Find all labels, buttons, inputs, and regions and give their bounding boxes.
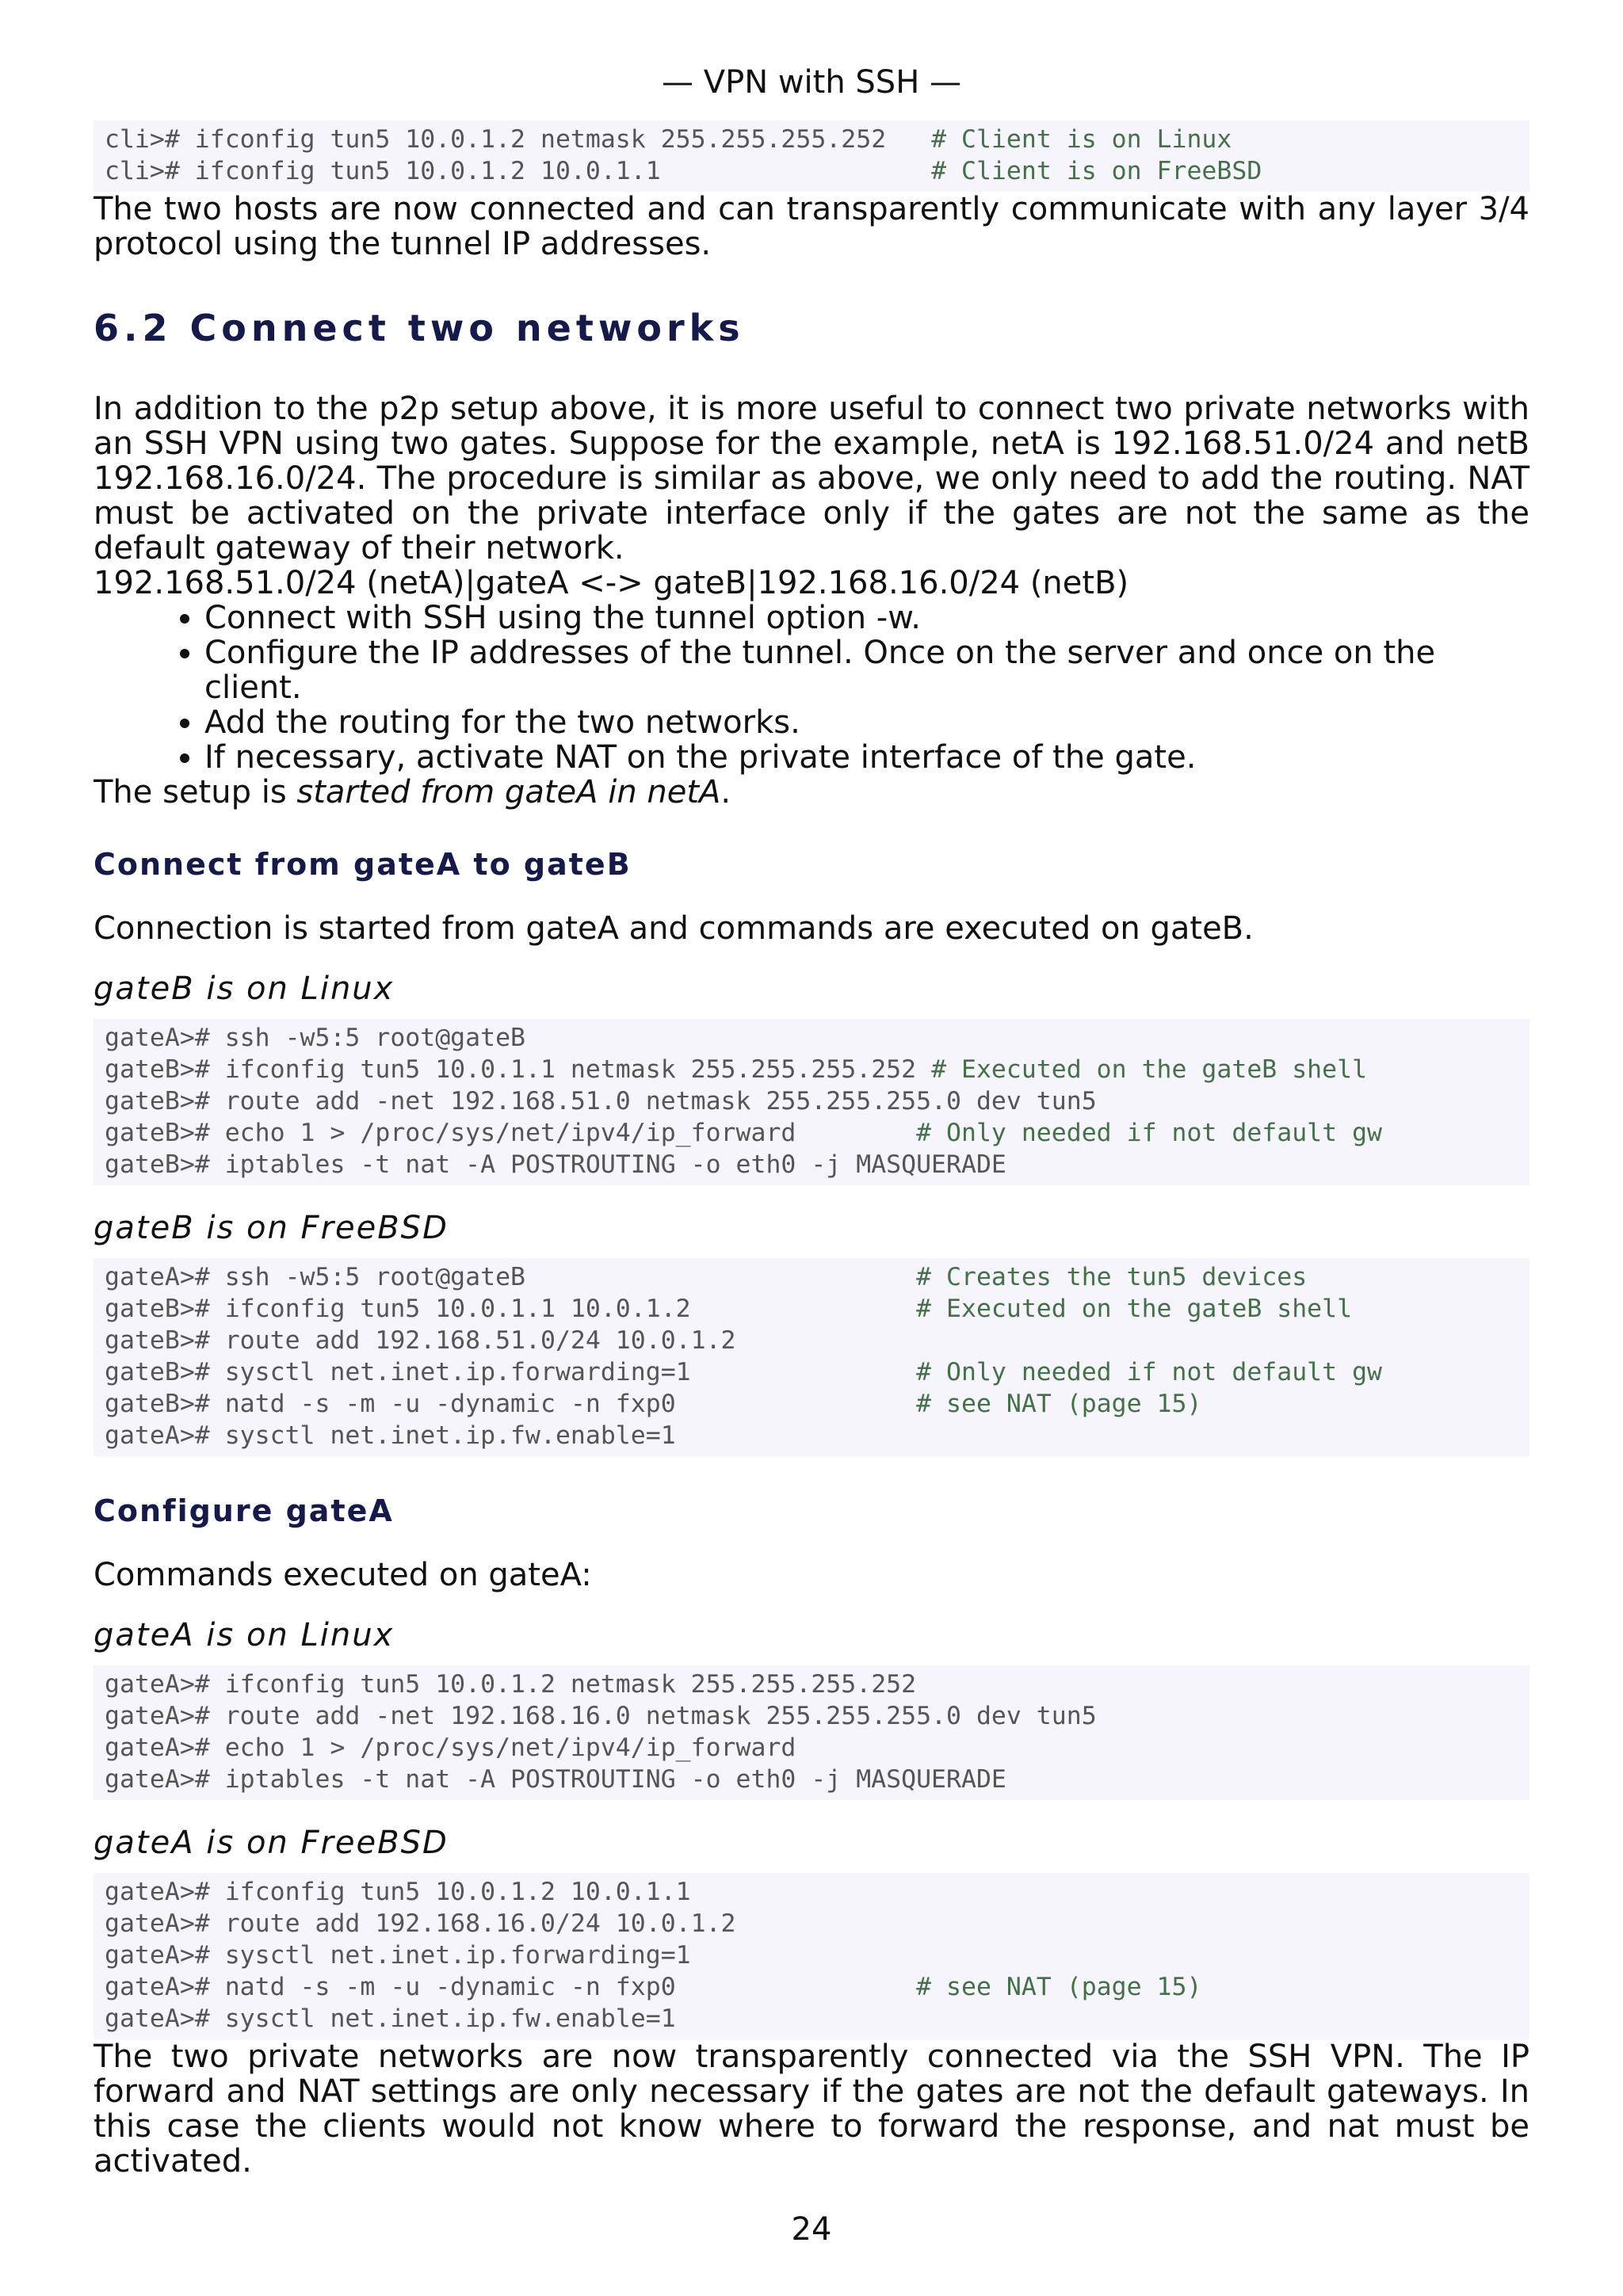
paragraph-setup <box>94 775 1529 810</box>
subsection-title-connect: Connect from gateA to gateB <box>94 847 632 882</box>
code-block-gateb-linux <box>94 1019 1529 1185</box>
heading-gateb-linux: gateB is on Linux <box>94 971 395 1007</box>
code-comment: # Executed on the gateB shell <box>931 1055 1368 1084</box>
code-command: cli># ifconfig tun5 10.0.1.2 netmask 255.255.255.252 <box>105 125 932 154</box>
code-command: gateA># ssh -w5:5 root@gateB <box>105 1263 917 1291</box>
list-item: • If necessary, activate NAT on the private interface of the gate. <box>204 740 1529 775</box>
code-line <box>105 1700 1518 1732</box>
paragraph-connect: Connection is started from gateA and commands are executed on gateB. <box>94 910 1254 947</box>
running-header: — VPN with SSH — <box>662 64 961 101</box>
section-title: 6.2 Connect two networks <box>94 307 745 349</box>
code-line <box>105 1388 1518 1420</box>
list-item: • Connect with SSH using the tunnel option -w. <box>204 601 1529 635</box>
code-line <box>105 1876 1518 1908</box>
code-line <box>105 124 1518 155</box>
code-command: gateA># iptables -t nat -A POSTROUTING -o eth0 -j MASQUERADE <box>105 1765 1006 1794</box>
code-block-p2p <box>94 120 1529 192</box>
code-line <box>105 1732 1518 1764</box>
code-comment: # Only needed if not default gw <box>916 1358 1382 1386</box>
paragraph-connected: The two hosts are now connected and can transparently communicate with any layer 3/4 protocol using the tunnel IP addresses. <box>94 191 1529 262</box>
code-command: gateB># iptables -t nat -A POSTROUTING -o eth0 -j MASQUERADE <box>105 1150 1006 1179</box>
code-comment: # see NAT (page 15) <box>916 1390 1202 1418</box>
code-line <box>105 1085 1518 1117</box>
list-item: • Configure the IP addresses of the tunnel. Once on the server and once on the client. <box>204 635 1529 705</box>
code-line <box>105 1293 1518 1325</box>
code-line <box>105 1022 1518 1054</box>
bullet-list <box>94 601 1529 775</box>
heading-gatea-linux: gateA is on Linux <box>94 1617 395 1653</box>
paragraph-intro: In addition to the p2p setup above, it is more useful to connect two private networks with an SSH VPN using two gates. Suppose for the example, netA is 192.168.51.0/24 and netB 192.168.16.0/24. The procedure is similar as above, we only need to add the routing. NAT must be activated on the private interface only if the gates are not the same as the default gateway of their network. <box>94 391 1529 566</box>
code-command: gateB># route add 192.168.51.0/24 10.0.1.2 <box>105 1326 736 1355</box>
code-command: cli># ifconfig tun5 10.0.1.2 10.0.1.1 <box>105 157 932 185</box>
subsection-title-configure: Configure gateA <box>94 1493 394 1528</box>
code-command: gateA># natd -s -m -u -dynamic -n fxp0 <box>105 1973 917 2001</box>
code-command: gateA># sysctl net.inet.ip.fw.enable=1 <box>105 1421 676 1450</box>
code-command: gateB># sysctl net.inet.ip.forwarding=1 <box>105 1358 917 1386</box>
code-command: gateA># ssh -w5:5 root@gateB <box>105 1024 526 1052</box>
code-line <box>105 1908 1518 1939</box>
setup-emphasis: started from gateA in netA <box>296 774 721 810</box>
code-command: gateA># route add -net 192.168.16.0 netmask 255.255.255.0 dev tun5 <box>105 1702 1097 1730</box>
code-command: gateB># ifconfig tun5 10.0.1.1 netmask 255.255.255.252 <box>105 1055 932 1084</box>
code-command: gateA># ifconfig tun5 10.0.1.2 10.0.1.1 <box>105 1878 691 1906</box>
code-command: gateB># route add -net 192.168.51.0 netmask 255.255.255.0 dev tun5 <box>105 1087 1097 1116</box>
code-line <box>105 1669 1518 1700</box>
code-block-gatea-linux <box>94 1665 1529 1800</box>
code-line <box>105 155 1518 187</box>
code-line <box>105 1971 1518 2003</box>
code-line <box>105 1764 1518 1795</box>
paragraph-configure: Commands executed on gateA: <box>94 1557 592 1593</box>
code-command: gateA># route add 192.168.16.0/24 10.0.1.2 <box>105 1909 736 1938</box>
list-item: • Add the routing for the two networks. <box>204 705 1529 740</box>
code-comment: # Creates the tun5 devices <box>916 1263 1308 1291</box>
code-command: gateB># echo 1 > /proc/sys/net/ipv4/ip_forward <box>105 1119 917 1147</box>
code-comment: # Client is on Linux <box>931 125 1232 154</box>
code-command: gateA># echo 1 > /proc/sys/net/ipv4/ip_forward <box>105 1733 796 1762</box>
code-line <box>105 1325 1518 1356</box>
setup-prefix: The setup is <box>94 774 297 810</box>
code-line <box>105 1117 1518 1149</box>
code-comment: # Client is on FreeBSD <box>931 157 1262 185</box>
code-line <box>105 1356 1518 1388</box>
code-line <box>105 1420 1518 1451</box>
code-command: gateA># sysctl net.inet.ip.fw.enable=1 <box>105 2004 676 2033</box>
code-command: gateA># ifconfig tun5 10.0.1.2 netmask 255.255.255.252 <box>105 1670 917 1699</box>
code-block-gateb-freebsd <box>94 1258 1529 1456</box>
setup-suffix: . <box>720 774 731 810</box>
code-comment: # Only needed if not default gw <box>916 1119 1382 1147</box>
page-number: 24 <box>791 2211 832 2248</box>
code-line <box>105 2003 1518 2035</box>
code-comment: # Executed on the gateB shell <box>916 1295 1353 1323</box>
code-comment: # see NAT (page 15) <box>916 1973 1202 2001</box>
code-command: gateB># natd -s -m -u -dynamic -n fxp0 <box>105 1390 917 1418</box>
code-block-gatea-freebsd <box>94 1873 1529 2039</box>
code-command: gateA># sysctl net.inet.ip.forwarding=1 <box>105 1941 691 1970</box>
paragraph-closing: The two private networks are now transparently connected via the SSH VPN. The IP forward and NAT settings are only necessary if the gates are not the default gateways. In this case the clients would not know where to forward the response, and nat must be activated. <box>94 2039 1529 2180</box>
code-line <box>105 1149 1518 1180</box>
code-command: gateB># ifconfig tun5 10.0.1.1 10.0.1.2 <box>105 1295 917 1323</box>
code-line <box>105 1054 1518 1085</box>
heading-gateb-freebsd: gateB is on FreeBSD <box>94 1210 449 1246</box>
paragraph-topology: 192.168.51.0/24 (netA)|gateA <-> gateB|192.168.16.0/24 (netB) <box>94 565 1129 601</box>
code-line <box>105 1939 1518 1971</box>
heading-gatea-freebsd: gateA is on FreeBSD <box>94 1825 449 1861</box>
code-line <box>105 1261 1518 1293</box>
